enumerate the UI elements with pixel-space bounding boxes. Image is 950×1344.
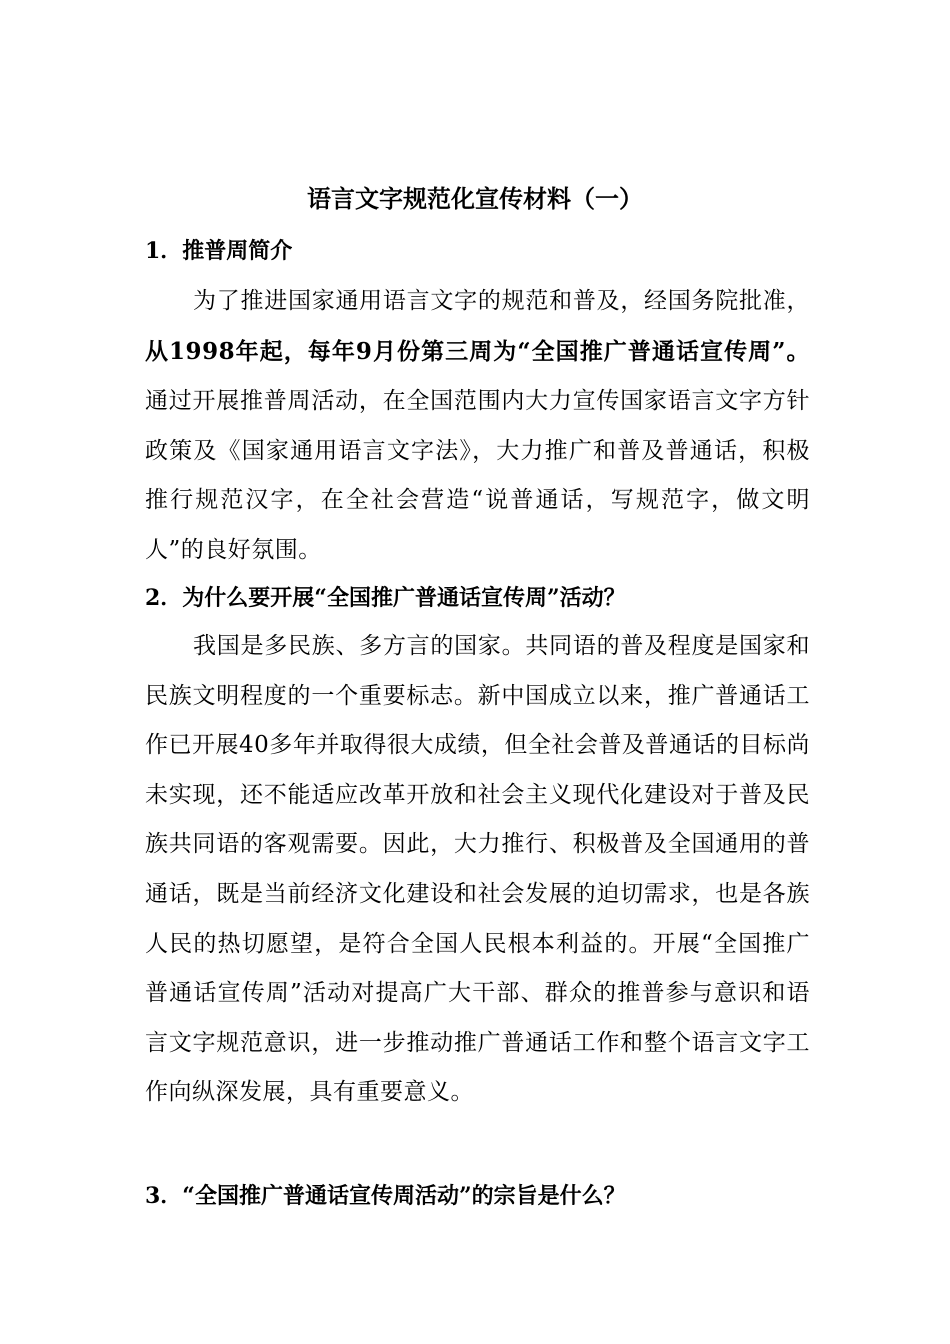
document-title: 语言文字规范化宣传材料（一）: [307, 184, 643, 213]
section-1-bold-text: 从1998年起，每年9月份第三周为“全国推广普通话宣传周”。: [145, 337, 810, 365]
section-1-rest-text: 通过开展推普周活动，在全国范围内大力宣传国家语言文字方针政策及《国家通用语言文字法》，大力推广和普及普通话，积极推行规范汉字，在全社会营造“说普通话，写规范字，做文明人”的良好氛围。: [145, 388, 810, 563]
section-1-lead-text: 为了推进国家通用语言文字的规范和普及，经国务院批准，: [193, 288, 810, 314]
section-3-heading: 3．“全国推广普通话宣传周活动”的宗旨是什么？: [145, 1183, 626, 1209]
section-1-paragraph: [145, 277, 810, 576]
section-2-heading: 2．为什么要开展“全国推广普通话宣传周”活动？: [145, 585, 626, 611]
section-1-heading: 1．推普周简介: [145, 238, 293, 264]
section-2-paragraph: 我国是多民族、多方言的国家。共同语的普及程度是国家和民族文明程度的一个重要标志。新中国成立以来，推广普通话工作已开展40多年并取得很大成绩，但全社会普及普通话的目标尚未实现，还不能适应改革开放和社会主义现代化建设对于普及民族共同语的客观需要。因此，大力推行、积极普及全国通用的普通话，既是当前经济文化建设和社会发展的迫切需求，也是各族人民的热切愿望，是符合全国人民根本利益的。开展“全国推广普通话宣传周”活动对提高广大干部、群众的推普参与意识和语言文字规范意识，进一步推动推广普通话工作和整个语言文字工作向纵深发展，具有重要意义。: [145, 633, 810, 1106]
